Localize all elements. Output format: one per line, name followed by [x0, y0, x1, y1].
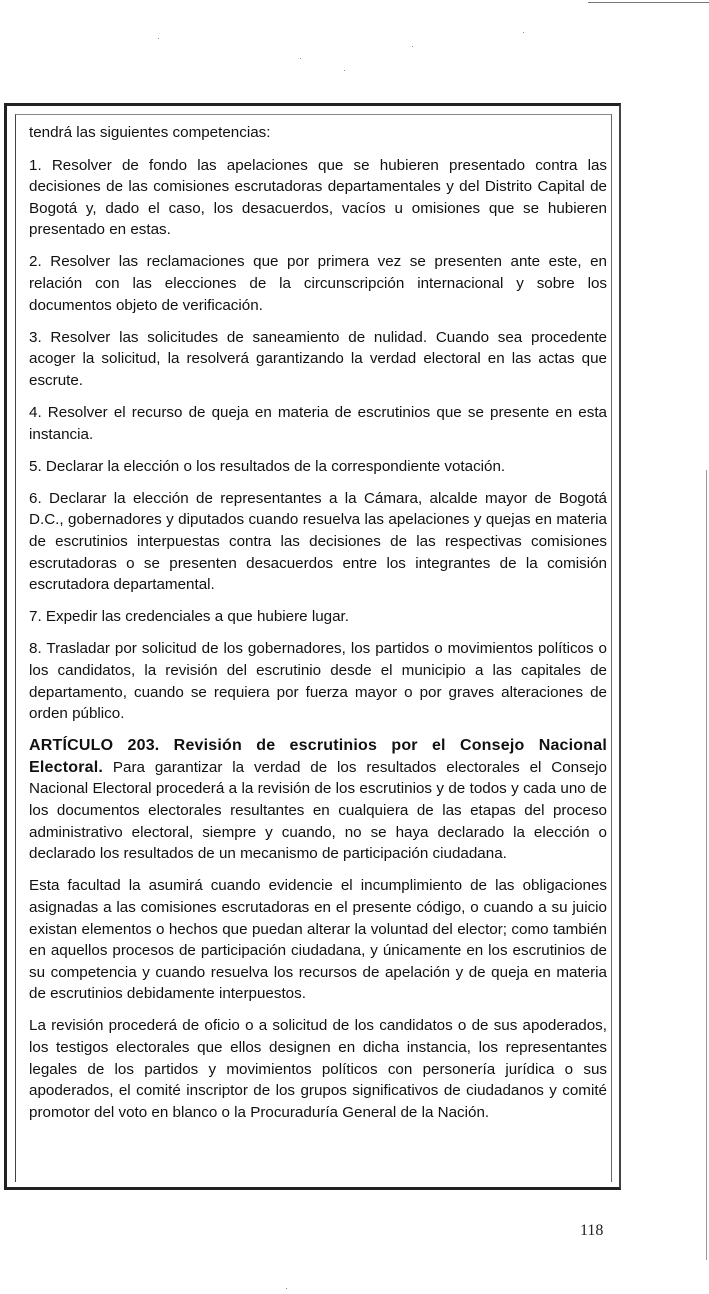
document-body: [29, 122, 607, 1134]
list-item: 1. Resolver de fondo las apelaciones que se hubieren presentado contra las decisiones de las comisiones escrutadoras departamentales y del Distrito Capital de Bogotá y, dado el caso, los desacuerdos, vacíos u omisiones que se hubieren presentado en estas.: [29, 156, 607, 239]
list-item: 7. Expedir las credenciales a que hubiere lugar.: [29, 608, 349, 626]
list-item: 5. Declarar la elección o los resultados de la correspondiente votación.: [29, 457, 506, 475]
article-body: Para garantizar la verdad de los resultados electorales el Consejo Nacional Electoral procederá a la revisión de los escrutinios y de todos y cada uno de los documentos electorales resultantes en cualquiera de las etapas del proceso administrativo electoral, siempre y cuando, no se haya declarado la elección o declarado los resultados de un mecanismo de participación ciudadana.: [29, 758, 607, 863]
list-item: 8. Trasladar por solicitud de los gobernadores, los partidos o movimientos políticos o los candidatos, la revisión del escrutinio desde el municipio a las capitales de departamento, cuando se requiera por fuerza mayor o por graves alteraciones de orden público.: [29, 640, 607, 723]
body-paragraph: Esta facultad la asumirá cuando evidencie el incumplimiento de las obligaciones asignadas a las comisiones escrutadoras en el presente código, o cuando a su juicio existan elementos o hechos que puedan alterar la voluntad del elector; como también en aquellos procesos de participación ciudadana, y únicamente en los escrutinios de su competencia y cuando resuelva los recursos de apelación y de queja en materia de escrutinios debidamente interpuestos.: [29, 877, 607, 1003]
scan-speck: [158, 38, 159, 39]
list-item: 2. Resolver las reclamaciones que por primera vez se presenten ante este, en relación con las elecciones de la circunscripción internacional y sobre los documentos objeto de verificación.: [29, 253, 607, 314]
page-number: 118: [580, 1222, 604, 1239]
article-heading: ARTÍCULO 203. Revisión de escrutinios por el Consejo Nacional Electoral.: [29, 737, 607, 776]
scan-speck: [344, 70, 345, 71]
scan-speck: [286, 1288, 287, 1289]
scan-speck: [300, 58, 301, 59]
list-item: 6. Declarar la elección de representantes a la Cámara, alcalde mayor de Bogotá D.C., gobernadores y diputados cuando resuelva las apelaciones y quejas en materia de escrutinios interpuestas contra las decisiones de las respectivas comisiones escrutadoras o se presenten desacuerdos entre los integrantes de la comisión escrutadora departamental.: [29, 489, 607, 594]
top-edge-rule: [588, 2, 709, 3]
article-paragraph: [29, 735, 607, 865]
list-item: 3. Resolver las solicitudes de saneamiento de nulidad. Cuando sea procedente acoger la solicitud, la resolverá garantizando la verdad electoral en las actas que escrute.: [29, 328, 607, 389]
list-item: 4. Resolver el recurso de queja en materia de escrutinios que se presente en esta instancia.: [29, 404, 607, 443]
intro-line: tendrá las siguientes competencias:: [29, 124, 271, 141]
scan-speck: [412, 46, 413, 47]
body-paragraph: La revisión procederá de oficio o a solicitud de los candidatos o de sus apoderados, los testigos electorales que ellos designen en dicha instancia, los representantes legales de los partidos y movimientos políticos con personería jurídica o sus apoderados, el comité inscriptor de los grupos significativos de ciudadanos y comité promotor del voto en blanco o la Procuraduría General de la Nación.: [29, 1017, 607, 1121]
scan-speck: [523, 32, 524, 33]
page-edge-line: [706, 470, 707, 1260]
